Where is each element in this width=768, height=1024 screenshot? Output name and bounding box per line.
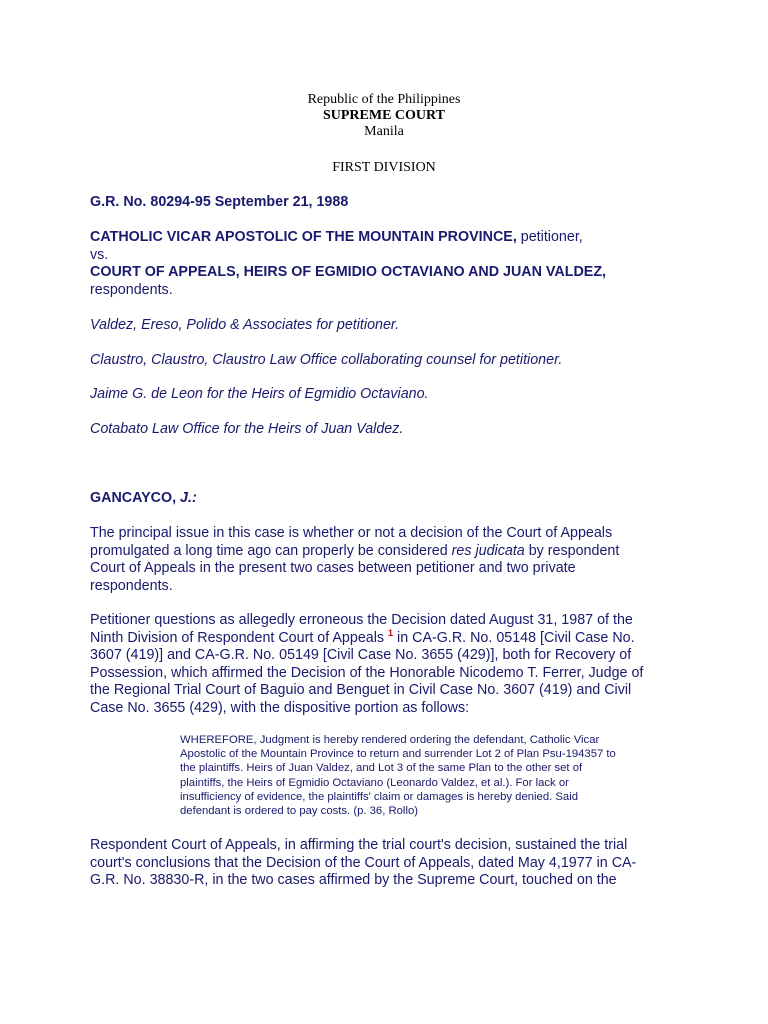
p3-line: court's conclusions that the Decision of the Court of Appeals, dated May 4,1977 in CA- <box>90 854 637 871</box>
petitioner-line <box>90 229 690 247</box>
counsel-heirs-valdez: Cotabato Law Office for the Heirs of Juan Valdez. <box>90 421 404 437</box>
res-judicata-term: res judicata <box>451 542 525 559</box>
p1-line: Court of Appeals in the present two cases between petitioner and two private <box>90 560 576 577</box>
p2-line: 3607 (419)] and CA-G.R. No. 05149 [Civil Case No. 3655 (429)], both for Recovery of <box>90 647 632 664</box>
counsel-heirs-octaviano: Jaime G. de Leon for the Heirs of Egmidio Octaviano. <box>90 386 429 402</box>
p2-line: the Regional Trial Court of Baguio and Benguet in Civil Case No. 3607 (419) and Civil <box>90 682 632 699</box>
p1-line: respondents. <box>90 577 173 594</box>
paragraph-3 <box>90 837 690 890</box>
p3-line: G.R. No. 38830-R, in the two cases affirmed by the Supreme Court, touched on the <box>90 872 617 889</box>
quote-line: WHEREFORE, Judgment is hereby rendered ordering the defendant, Catholic Vicar <box>180 734 600 746</box>
republic-line: Republic of the Philippines <box>307 92 461 107</box>
p1-text: by respondent <box>524 542 620 559</box>
counsel-petitioner: Valdez, Ereso, Polido & Associates for petitioner. <box>90 317 400 333</box>
case-parties <box>90 229 690 299</box>
p1-line: The principal issue in this case is whether or not a decision of the Court of Appeals <box>90 525 613 541</box>
paragraph-2 <box>90 612 690 718</box>
quote-line: defendant is ordered to pay costs. (p. 36, Rollo) <box>180 805 418 818</box>
quote-line: insufficiency of evidence, the plaintiffs' claim or damages is hereby denied. Said <box>180 790 578 803</box>
paragraph-1 <box>90 525 690 595</box>
p1-text: promulgated a long time ago can properly be considered <box>90 542 452 559</box>
versus-line: vs. <box>90 246 109 263</box>
respondent-role: respondents. <box>90 281 173 298</box>
division-line: FIRST DIVISION <box>332 160 436 175</box>
document-header <box>0 92 768 140</box>
ponente-title: J.: <box>176 490 197 506</box>
p2-line: Petitioner questions as allegedly erroneous the Decision dated August 31, 1987 of the <box>90 612 633 628</box>
ponente-name: GANCAYCO, <box>90 490 177 506</box>
p2-line: Possession, which affirmed the Decision of the Honorable Nicodemo T. Ferrer, Judge of <box>90 664 644 681</box>
respondent-name: COURT OF APPEALS, HEIRS OF EGMIDIO OCTAVIANO AND JUAN VALDEZ, <box>90 264 607 280</box>
p2-line: Case No. 3655 (429), with the dispositive portion as follows: <box>90 699 470 716</box>
court-name: SUPREME COURT <box>322 108 445 123</box>
case-number: G.R. No. 80294-95 September 21, 1988 <box>90 194 349 210</box>
quote-line: the plaintiffs. Heirs of Juan Valdez, and Lot 3 of the same Plan to the other set of <box>180 762 583 775</box>
petitioner-role: petitioner, <box>516 229 583 245</box>
footnote-link[interactable]: 1 <box>388 627 394 638</box>
p1-line <box>90 543 690 561</box>
p2-text: in CA-G.R. No. 05148 [Civil Case No. <box>393 629 635 646</box>
ponente <box>90 490 690 508</box>
counsel-collaborating: Claustro, Claustro, Claustro Law Office collaborating counsel for petitioner. <box>90 352 563 368</box>
quote-line: Apostolic of the Mountain Province to return and surrender Lot 2 of Plan Psu-194357 to <box>180 748 616 761</box>
dispositive-quote <box>180 733 680 818</box>
p3-line: Respondent Court of Appeals, in affirming the trial court's decision, sustained the trial <box>90 837 628 853</box>
city-line: Manila <box>364 124 404 139</box>
p2-line <box>90 627 690 648</box>
petitioner-name: CATHOLIC VICAR APOSTOLIC OF THE MOUNTAIN PROVINCE, <box>90 229 517 245</box>
quote-line: plaintiffs, the Heirs of Egmidio Octaviano (Leonardo Valdez, et al.). For lack or <box>180 776 569 789</box>
p2-text: Ninth Division of Respondent Court of Appeals <box>90 629 389 646</box>
